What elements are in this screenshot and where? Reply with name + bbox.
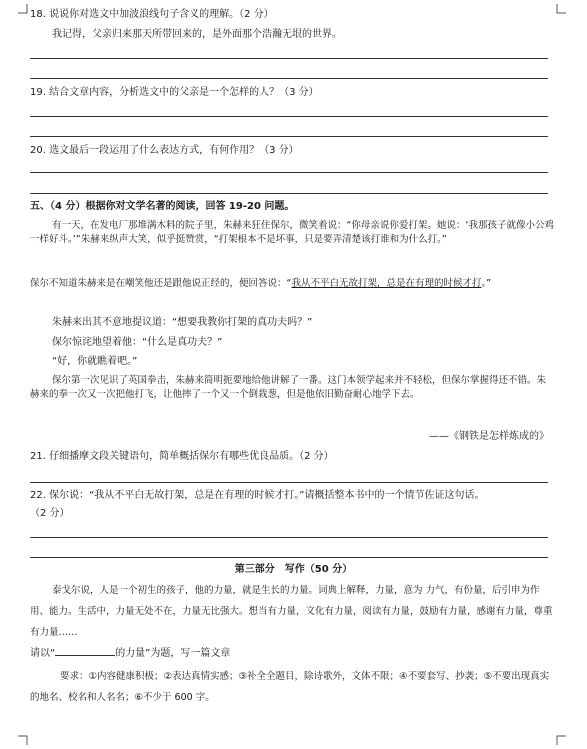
answer-line [30, 58, 548, 59]
crop-mark-top-right [556, 4, 566, 14]
question-20: 20. 选文最后一段运用了什么表达方式，有何作用？（3 分） [30, 145, 299, 156]
answer-line [30, 172, 548, 173]
passage-paragraph-5: “好，你就瞧着吧。” [52, 356, 138, 367]
answer-line [30, 537, 548, 538]
underlined-sentence: 我从不平白无故打架，总是在有理的时候才打 [291, 278, 482, 289]
question-19: 19. 结合文章内容，分析选文中的父亲是一个怎样的人？（3 分） [30, 87, 319, 98]
passage-paragraph-6: 保尔第一次见识了英国拳击，朱赫来简明扼要地给他讲解了一番。这门本领学起来并不轻松，但保尔掌握得还不错。朱赫来的拳一次又一次把他打飞，让他摔了一个又一个倒栽葱，但是他依旧勤奋耐心地学下去。 [30, 375, 547, 400]
crop-mark-bottom-left [18, 735, 28, 745]
question-22-points: （2 分） [30, 508, 70, 519]
writing-title-prompt: 请以“ 的力量”为题，写一篇文章 [30, 644, 230, 661]
answer-line [30, 78, 548, 79]
answer-line [30, 482, 548, 483]
crop-mark-bottom-right [556, 735, 566, 745]
crop-mark-top-left [18, 4, 28, 14]
question-22: 22. 保尔说：“我从不平白无故打架，总是在有理的时候才打。”请概括整本书中的一个情节佐证这句话。 [30, 490, 485, 501]
question-18-quote: 我记得，父亲归来那天所带回来的，是外面那个浩瀚无垠的世界。 [52, 29, 342, 40]
section-5-heading: 五、（4 分）根据你对文学名著的阅读，回答 19-20 问题。 [30, 201, 295, 212]
question-18: 18. 说说你对选文中加波浪线句子含义的理解。（2 分） [30, 9, 274, 20]
passage-paragraph-3: 朱赫来出其不意地提议道：“想要我教你打架的真功夫吗？” [52, 317, 313, 328]
title-blank [55, 644, 115, 656]
question-21: 21. 仔细播摩文段关键语句，简单概括保尔有哪些优良品质。（2 分） [30, 451, 334, 462]
passage-paragraph-4: 保尔惊诧地望着他：“什么是真功夫？” [52, 337, 223, 348]
answer-line [30, 557, 548, 558]
answer-line [30, 136, 548, 137]
part-3-heading: 第三部分 写作（50 分） [234, 564, 353, 575]
writing-requirements: 要求：①内容健康积极；②表达真情实感；③补全全题目，除诗歌外，文体不限；④不要套写、抄袭；⑤不要出现真实的地名、校名和人名名；⑥不少于 600 字。 [30, 671, 550, 703]
passage-source: ——《钢铁是怎样炼成的》 [429, 431, 549, 442]
passage-paragraph-2: 保尔不知道朱赫来是在嘲笑他还是跟他说正经的，便回答说：“我从不平白无故打架，总是在有理的时候才打。” [30, 278, 492, 289]
answer-line [30, 193, 548, 194]
answer-line [30, 116, 548, 117]
writing-prompt-paragraph: 泰戈尔说，人是一个初生的孩子，他的力量，就是生长的力量。词典上解释，力量，意为 力气，有份量，后引申为作用、能力。生活中，力量无处不在，力量无比强大。想当有力量，文化有力量，阅读有力量，鼓励有力量，感谢有力量，尊重有力量…… [30, 585, 553, 638]
passage-paragraph-1: 有一天，在发电厂那堆满木料的院子里，朱赫来狂住保尔，微笑着说：“你母亲说你爱打架。她说：‘我那孩子就像小公鸡一样好斗。’”朱赫来纵声大笑，似乎挺赞赏，“打架根本不是坏事，只是要弄清楚该打谁和为什么打。” [30, 220, 554, 245]
